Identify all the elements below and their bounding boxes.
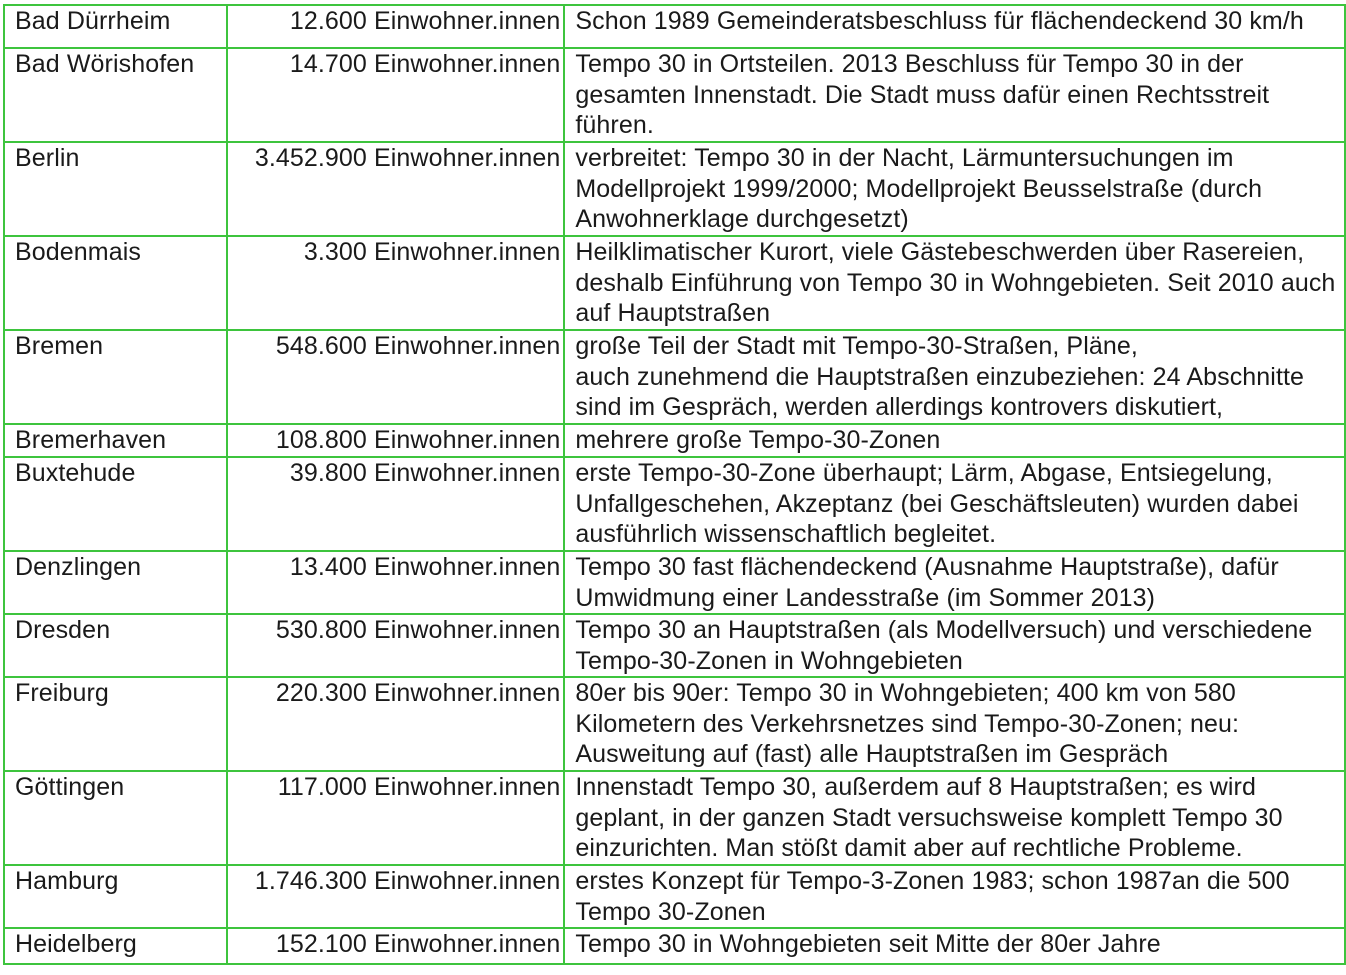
population-cell: 530.800 Einwohner.innen — [227, 614, 565, 677]
population-cell: 13.400 Einwohner.innen — [227, 551, 565, 614]
population-cell: 12.600 Einwohner.innen — [227, 5, 565, 48]
city-cell: Göttingen — [4, 771, 227, 865]
population-cell: 220.300 Einwohner.innen — [227, 677, 565, 771]
table-row — [4, 551, 1345, 614]
city-cell: Freiburg — [4, 677, 227, 771]
city-tempo30-table — [3, 4, 1346, 965]
population-cell: 548.600 Einwohner.innen — [227, 330, 565, 424]
population-cell: 152.100 Einwohner.innen — [227, 928, 565, 964]
table-row — [4, 5, 1345, 48]
note-cell: verbreitet: Tempo 30 in der Nacht, Lärmuntersuchungen im Modellprojekt 1999/2000; Modellprojekt Beusselstraße (durch Anwohnerklage durchgesetzt) — [564, 142, 1345, 236]
population-cell: 1.746.300 Einwohner.innen — [227, 865, 565, 928]
population-cell: 108.800 Einwohner.innen — [227, 424, 565, 457]
note-cell: Tempo 30 an Hauptstraßen (als Modellversuch) und verschiedene Tempo-30-Zonen in Wohngebieten — [564, 614, 1345, 677]
table-row — [4, 865, 1345, 928]
table-row — [4, 236, 1345, 330]
note-cell: Schon 1989 Gemeinderatsbeschluss für flächendeckend 30 km/h — [564, 5, 1345, 48]
table-row — [4, 330, 1345, 424]
population-cell: 39.800 Einwohner.innen — [227, 457, 565, 551]
table-row — [4, 48, 1345, 142]
table-row — [4, 771, 1345, 865]
note-cell: Tempo 30 fast flächendeckend (Ausnahme Hauptstraße), dafür Umwidmung einer Landesstraße (im Sommer 2013) — [564, 551, 1345, 614]
note-cell: mehrere große Tempo-30-Zonen — [564, 424, 1345, 457]
city-cell: Berlin — [4, 142, 227, 236]
table-row — [4, 457, 1345, 551]
note-cell: Tempo 30 in Wohngebieten seit Mitte der 80er Jahre — [564, 928, 1345, 964]
city-cell: Denzlingen — [4, 551, 227, 614]
city-cell: Hamburg — [4, 865, 227, 928]
city-cell: Bad Wörishofen — [4, 48, 227, 142]
city-cell: Heidelberg — [4, 928, 227, 964]
note-cell: 80er bis 90er: Tempo 30 in Wohngebieten; 400 km von 580 Kilometern des Verkehrsnetzes sind Tempo-30-Zonen; neu: Ausweitung auf (fast) alle Hauptstraßen im Gespräch — [564, 677, 1345, 771]
population-cell: 117.000 Einwohner.innen — [227, 771, 565, 865]
population-cell: 14.700 Einwohner.innen — [227, 48, 565, 142]
table-row — [4, 928, 1345, 964]
note-cell: erstes Konzept für Tempo-3-Zonen 1983; schon 1987an die 500 Tempo 30-Zonen — [564, 865, 1345, 928]
note-cell: große Teil der Stadt mit Tempo-30-Straßen, Pläne, auch zunehmend die Hauptstraßen einzubeziehen: 24 Abschnitte sind im Gespräch, werden allerdings kontrovers diskutiert, — [564, 330, 1345, 424]
city-cell: Dresden — [4, 614, 227, 677]
note-cell: Tempo 30 in Ortsteilen. 2013 Beschluss für Tempo 30 in der gesamten Innenstadt. Die Stadt muss dafür einen Rechtsstreit führen. — [564, 48, 1345, 142]
table-body — [4, 5, 1345, 964]
population-cell: 3.300 Einwohner.innen — [227, 236, 565, 330]
city-cell: Bremen — [4, 330, 227, 424]
population-cell: 3.452.900 Einwohner.innen — [227, 142, 565, 236]
note-cell: erste Tempo-30-Zone überhaupt; Lärm, Abgase, Entsiegelung, Unfallgeschehen, Akzeptanz (bei Geschäftsleuten) wurden dabei ausführlich wissenschaftlich begleitet. — [564, 457, 1345, 551]
table-row — [4, 677, 1345, 771]
note-cell: Innenstadt Tempo 30, außerdem auf 8 Hauptstraßen; es wird geplant, in der ganzen Stadt versuchsweise komplett Tempo 30 einzurichten. Man stößt damit aber auf rechtliche Probleme. — [564, 771, 1345, 865]
table-row — [4, 424, 1345, 457]
city-cell: Bodenmais — [4, 236, 227, 330]
table-row — [4, 614, 1345, 677]
city-cell: Buxtehude — [4, 457, 227, 551]
city-cell: Bremerhaven — [4, 424, 227, 457]
note-cell: Heilklimatischer Kurort, viele Gästebeschwerden über Rasereien, deshalb Einführung von Tempo 30 in Wohngebieten. Seit 2010 auch auf Hauptstraßen — [564, 236, 1345, 330]
city-cell: Bad Dürrheim — [4, 5, 227, 48]
table-row — [4, 142, 1345, 236]
